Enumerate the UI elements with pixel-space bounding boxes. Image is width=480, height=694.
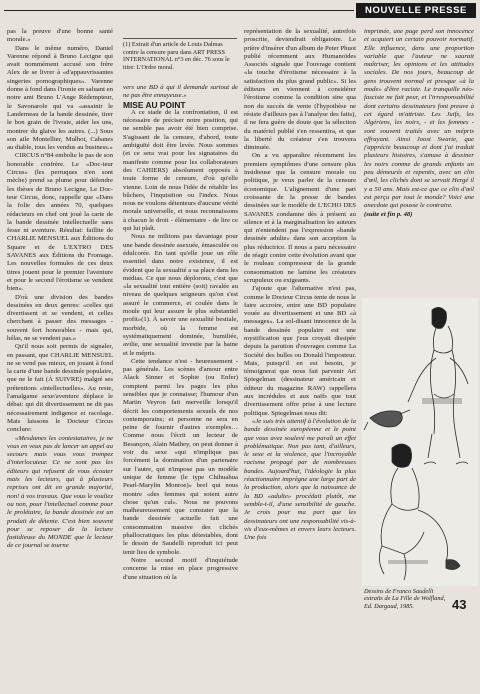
paragraph: Dans le même numéro, Daniel Varenne répond à Bruno Lecigne qui avait nommément accusé son frère Alex de se livrer à «d'appauvrissantes singeries pornographiques». Varenne donne à fond dans l'ironie en saluant en notre ami Bruno L'Ange Rédempteur, le Savonarole qui va «assainir le Landerneau de la bande dessinée, tirer le bon grain de l'ivraie, aider les uns, montrer du glaive les autres. (...) Sous son aile Montellier, Mulhot, Cabanes au diable, tous les vendus au business.»	[7, 44, 113, 152]
paragraph: A ce stade de la confrontation, il est nécessaire de préciser notre position, qui ne semble pas avoir été bien comprise. S'agissant de la censure, d'abord, toute ambiguïté doit être levée. Nous sommes (et ce sera vrai pour les signataires du manifeste comme pour les collaborateurs des CAHIERS) absolument opposés à toute forme de censure, d'où qu'elle vienne. Loin de nous l'idée de rétablir les bûchers, l'inquisition ou l'index. Nous nous ne voulons détenteurs d'aucune vérité morale universelle, et nous reconnaissons à chacun le droit - élémentaire - de lire ce qui lui plaît.	[123, 108, 238, 233]
paragraph: vers une BD à qui il demande surtout de ne pas être ennuyeuse.»	[123, 84, 238, 100]
paragraph: Nous ne militons pas davantage pour une bande dessinée asexuée, émasculée ou édulcorée. En tant qu'elle joue un rôle essentiel dans notre existence, il est évident que la sexualité a sa place dans les médias. Ce que nous déplorons, c'est que «la sexualité tout entière (soit) ravalée au niveau de quelques seigneurs qu'on s'est assuré le commerce, et coulée dans le moule qui leur assure le plus substantiel profit»(1). À savoir une sexualité bestiale, morbide, où la femme est systématiquement dominée, humiliée, avilie, une sexualité investie par la haine et le mépris.	[123, 233, 238, 357]
continuation-note: (suite et fin p. 48)	[364, 210, 413, 218]
header-rule	[4, 10, 354, 11]
paragraph: J'ajoute que l'alternative n'est pas, comme le Docteur Circus tente de nous le faire accroire, entre une BD populaire vouée au divertissement et une BD «à messages». La sol-disant innocence de la bande dessinée populaire est une mystification que j'eus croyait dissipée depuis la parution d'ouvrages comme La Société des bulles ou Donald l'imposteur. Mais, puisqu'il en est besoin, je témoignerai que nous fait parvenir Art Spiegelman (dessinateur américain et éditeur du magazine RAW) rappellera aux incrédules et aux naïfs que tout divertissement offre prise à une lecture politique. Spiegelman nous dit:	[244, 285, 356, 417]
paragraph: Qu'il nous soit permis de signaler, en passant, que CHARLIE MENSUEL ne se vend pas mieux, en jouant à fond la carte d'une bande dessinée populaire, que ne le fait (À SUIVRE) malgré ses prétentions «intellectuelles». Au reste, l'amalgame sexe/aventure déplace le débat: qui dit divertissement ne dit pas nécessairement indigence et racolage. Mais laissons le Docteur Circus conclure:	[7, 343, 113, 434]
quote-paragraph: «Je suis très attentif à l'évolution de la bande dessinée européenne et le point que vous avez soulevé me paraît un effet problématique. Non pas tant, d'ailleurs, le sexe et la violence, que l'incroyable racisme propagé par de nombreuses bandes. Aujourd'hui, l'idéologie la plus réactionnaire imprègne une large part de la production, alors que la naissance de la BD «adulte» procédait plutôt, me semble-t-il, d'une sensibilité de gauche. Je crois pour ma part que les dessinateurs ont une responsabilité vis-à-vis d'eux-mêmes et envers leurs lecteurs. Une fois	[244, 417, 356, 542]
paragraph: représentation de la sexualité, autrefois proscrite, deviendrait obligatoire. Le prière d'insérer d'un album de Peter Phuot publié récemment aux Humanoïdes Associés signale que l'ouvrage contient «la touche d'érotisme nécessaire à la satisfaction du plus grand public». Si les éditeurs en viennent à considérer l'érotisme comme la condition sine qua non du succès de vente (l'hypothèse ne résiste d'ailleurs pas à l'analyse des faits), il ne fera guère de doute que la sélection du matériel publié s'en ressentira, et que la liberté du créateur s'en trouvera diminuée.	[244, 28, 356, 152]
article-column-4	[364, 28, 474, 328]
article-column-2	[123, 84, 238, 694]
page-number: 43	[452, 597, 467, 612]
paragraph: pas la preuve d'une bonne santé morale.»	[7, 28, 113, 44]
subheading: MISE AU POINT	[123, 99, 186, 110]
paragraph: On a vu apparaître récemment les premiers symptômes d'une censure plus insidieuse que la censure morale ou politique, je veux parler de la censure économique. L'alignement d'une part croissante de la presse de bandes dessinées sur le modèle de L'ECHO DES SAVANES condamne dès à présent au silence et à la marginalisation les auteurs qui n'entendent pas l'expression «bande dessinée adulte» dans son acception la plus réductrice. Il nous a paru nécessaire de réagir contre cette évolution avant que le rouleau compresseur de la grande consommation ne lamine les créateurs scrupuleux ou exigeants.	[244, 152, 356, 284]
article-column-1	[7, 28, 113, 638]
paragraph: CIRCUS n°84 embolte le pas de son honorable confrère. Le «Doc-teur Circus» (les perruques n'en sont mèche) prend sa plume pour défendre les thèses de Bruno Lecigne, Le Doc-teur Circus, donc, rappelle que «Dans la folie des années 70, quelques rédacteurs en chef ont joué la carte de la bande dessinée intellectuelle sans fesse ni aventure. Résultat: faillite de CHARLIE MENSUEL aux Éditions du Square et de L'EXTRO DES SAVANES aux Éditions du Fromage. Les nouvelles formules de ces deux titres jouent pour le premier l'aventure et pour le second l'érotisme se vendent bien».	[7, 152, 113, 293]
section-title: NOUVELLE PRESSE	[356, 3, 476, 18]
image-caption: Dessins de Franco Saudelli extraits de La Fille de Wolfland, Ed. Dargaud, 1985.	[364, 588, 446, 610]
comic-illustration	[362, 298, 478, 586]
quote-paragraph: «Mesdames les contestataires, je ne vous en veux pas de lancer un appel au secours mais vous vous trompez d'interlocuteur. Ce ne sont pas les éditeurs qui refusent de vous écouter mais les lecteurs, qui à plusieurs reprises ont dit en grande majorité, non! à vos travaux. Que vous le vouliez ou non, pour l'intellectuel comme pour le prolétaire, la bande dessinée est un produit de détente. C'est bien souvent pour se reposer de la lecture fastidieuse du MONDE que le lecteur de ce journal se tourne	[7, 434, 113, 550]
paragraph: Cette tendance n'est - heureusement - pas générale. Les scènes d'amour entre Alack Sinner et Sophie (ou Enfer) comptent parmi les pages les plus sensibles que je connaisse; l'humour d'un Martin Veyron fait merveille lorsqu'il décrit les comportements sexuels de nos contemporains; et personne ne sera en peine de fournir d'autres exemples… Comme nous l'écrit un lecteur de Besançon, Alain Mathey, on peut donner à voir du sexe «qui n'implique pas forcément la domination d'un partenaire sur l'autre, qui n'impose pas un modèle unique de femme (le type Chihuahua Pearl-Marylin Monroe)» bref qui nous montre «des femmes qui soient autre chose qu'un cul». Nous ne pouvons malheureusement que constater que la bande dessinée actuelle fait une consommation massive des clichés phallocratiques les plus détestables, dont le dessin de Saudelli reproduit ici peut tenir lieu de symbole.	[123, 357, 238, 556]
paragraph: Notre second motif d'inquiétude concerne la mise en place progressive d'une situation où la	[123, 556, 238, 581]
quote-paragraph: imprimée, une page perd son innocence et acquiert un certain pouvoir normatif. Elle influence, dans une proportion variable que l'auteur ne saurait maîtriser, les opinions et les attitudes sociales. De nos jours, beaucoup de gens trouvent normal et presque «à la mode» d'être raciste. Le tranquille néo-fasciste ne fait peur, et l'irresponsabilité dont certains dessinateurs font preuve à cet égard m'attriste. Les Juifs, les Algériens, les noirs, - et les femmes - sont souvent traités avec un mépris effrayant. Ainsi Joost Swarte, que j'apprécie beaucoup et dont j'ai traduit plusieurs histoires, s'amuse à dessiner les noirs comme de grands enfants un peu démeurés et repentis, avec un clin d'œil, les clichés dont se servait Hergé il y a 50 ans. Mais est-ce que ce clin d'œil est perçu par tout le monde? Voici une anecdote qui pousse le contraire.	[364, 28, 474, 210]
article-column-3	[244, 28, 356, 638]
footnote: (1) Extrait d'un article de Louis Dalmas contre la censure paru dans ART PRESS INTERNATIONAL n°3 en déc. 76 sous le titre: L'Ordre moral.	[123, 38, 237, 71]
paragraph: D'où une division des bandes dessinées en deux genres: «celles qui divertissent et se vendent, et celles cherchant à passer des messages - souvent fort honorables - mais qui, hélas, ne se vendent pas.»	[7, 293, 113, 342]
